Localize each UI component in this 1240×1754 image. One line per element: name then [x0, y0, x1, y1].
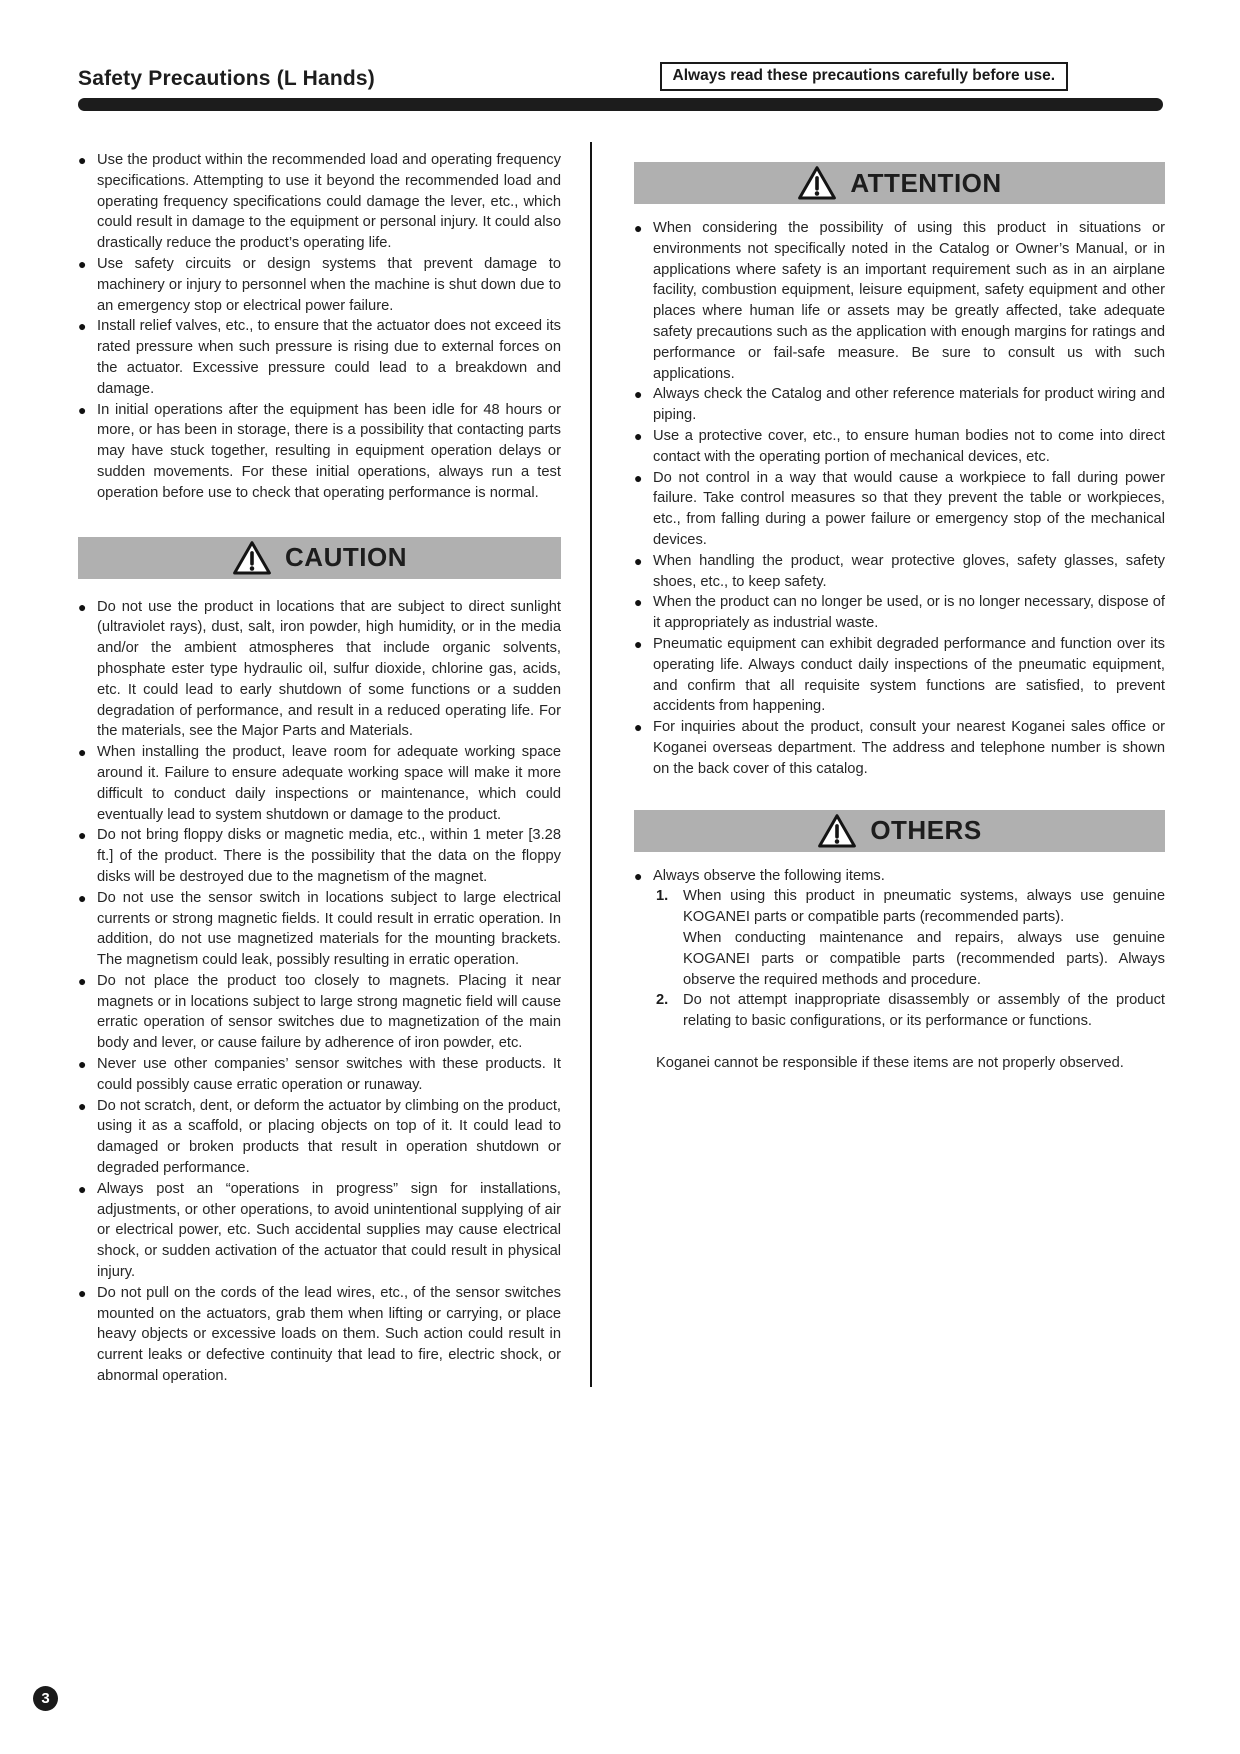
bullet-item — [634, 592, 1165, 634]
bullet-item — [634, 384, 1165, 426]
closing-note: Koganei cannot be responsible if these items are not properly observed. — [656, 1054, 1124, 1071]
bullet-text: Do not bring floppy disks or magnetic media, etc., within 1 meter [3.28 ft.] of the product. There is the possibility that the data on the floppy disks will be destroyed due to the magnetism of the magnet. — [97, 827, 561, 885]
bullet-icon: ● — [634, 594, 643, 611]
bullet-icon: ● — [78, 1097, 87, 1114]
bullet-text: Do not control in a way that would cause a workpiece to fall during power failure. Take control measures so that they prevent the table or workpieces, etc., from falling during a power failure or emergency stop of the mechanical devices. — [653, 469, 1165, 548]
bullet-item — [78, 742, 561, 825]
bullet-text: When the product can no longer be used, or is no longer necessary, dispose of it appropriately as industrial waste. — [653, 594, 1165, 632]
others-numbered-list — [634, 886, 1165, 1032]
left-column — [78, 142, 561, 1387]
caution-header — [78, 537, 561, 579]
bullet-icon: ● — [78, 318, 87, 335]
bullet-item — [78, 254, 561, 316]
bullet-text: Do not use the sensor switch in locations subject to large electrical currents or strong magnetic fields. It could result in erratic operation. In addition, do not use magnetized materials for the mounting brackets. The magnetism could leak, possibly resulting in erratic operation. — [97, 889, 561, 969]
bullet-icon: ● — [634, 427, 643, 444]
notice-box: Always read these precautions carefully before use. — [660, 62, 1068, 91]
bullet-text: Do not use the product in locations that are subject to direct sunlight (ultraviolet rays), dust, salt, iron powder, high humidity, or in the media and/or the ambient atmospheres that include organic solvents, phosphate ester type hydraulic oil, sulfur dioxide, chlorine gas, acids, etc. It could lead to early shutdown of some functions or a sudden degradation of performance, and result in a reduced operating life. For the materials, see the Major Parts and Materials. — [97, 598, 561, 740]
bullet-text: Do not place the product too closely to magnets. Placing it near magnets or in locations subject to large strong magnetic field will cause erratic operation of sensor switches due to magnetization of the main body and lever, or cause failure by adherence of iron powder, etc. — [97, 972, 561, 1052]
bullet-text: Use a protective cover, etc., to ensure human bodies not to come into direct contact with the operating portion of mechanical devices, etc. — [653, 427, 1165, 465]
bullet-icon: ● — [78, 744, 87, 761]
bullet-text: Use safety circuits or design systems that prevent damage to machinery or injury to personnel when the machine is shut down due to an emergency stop or electrical power failure. — [97, 255, 561, 314]
caution-bullet-list — [78, 597, 561, 1387]
bullet-text: Never use other companies’ sensor switches with these products. It could possibly cause erratic operation or runaway. — [97, 1056, 561, 1093]
bullet-item — [634, 551, 1165, 593]
bullet-icon: ● — [78, 972, 87, 989]
bullet-item — [78, 1096, 561, 1179]
item-paragraph: When conducting maintenance and repairs, always use genuine KOGANEI parts or compatible parts (recommended parts). Always observe the required methods and procedure. — [683, 929, 1165, 988]
bullet-item — [634, 717, 1165, 779]
numbered-item — [656, 886, 1165, 990]
bullet-item — [634, 634, 1165, 717]
bullet-icon: ● — [78, 1056, 87, 1073]
attention-header — [634, 162, 1165, 204]
others-title: OTHERS — [870, 815, 982, 846]
bullet-icon: ● — [78, 401, 87, 418]
bullet-text: Pneumatic equipment can exhibit degraded performance and function over its operating life. Always conduct daily inspections of the pneumatic equipment, and confirm that all requisite system functions are satisfied, to prevent accidents from happening. — [653, 635, 1165, 715]
bullet-item — [634, 468, 1165, 551]
bullet-item — [78, 1179, 561, 1283]
item-paragraph: Do not attempt inappropriate disassembly or assembly of the product relating to basic configurations, or its performance or functions. — [683, 992, 1165, 1030]
header-row — [78, 62, 1163, 91]
bullet-item — [78, 971, 561, 1054]
page-number: 3 — [41, 1690, 50, 1707]
bullet-text: Do not scratch, dent, or deform the actuator by climbing on the product, using it as a scaffold, or placing objects on top of it. It could lead to damaged or broken products that result in operation shutdown or degraded performance. — [97, 1097, 561, 1177]
bullet-icon: ● — [78, 827, 87, 844]
intro-bullet-list — [78, 150, 561, 504]
bullet-text: When handling the product, wear protective gloves, safety glasses, safety shoes, etc., to keep safety. — [653, 552, 1165, 590]
bullet-text: Do not pull on the cords of the lead wires, etc., of the sensor switches mounted on the actuators, grab them when lifting or carrying, or place heavy objects or excessive loads on them. Such action could result in current leaks or defective continuity that lead to fire, electric shock, or abnormal operation. — [97, 1284, 561, 1385]
item-paragraph: When using this product in pneumatic systems, always use genuine KOGANEI parts or compatible parts (recommended parts). — [683, 888, 1165, 926]
bullet-item — [78, 1054, 561, 1096]
right-column — [592, 142, 1165, 1387]
bullet-item — [78, 316, 561, 399]
numbered-item — [656, 990, 1165, 1032]
bullet-text: Always post an “operations in progress” sign for installations, adjustments, or other operations, to avoid unintentional supplying of air or electrical power, etc. Such accidental supplies may cause electrical shock, or sudden activation of the actuator that could result in physical injury. — [97, 1180, 561, 1281]
bullet-item — [78, 825, 561, 887]
bullet-icon: ● — [634, 469, 643, 486]
bullet-item — [78, 888, 561, 971]
others-lead-bullet-list — [634, 866, 1165, 887]
warning-triangle-icon — [797, 165, 837, 201]
bullet-icon: ● — [78, 255, 87, 272]
others-header — [634, 810, 1165, 852]
bullet-item — [78, 1283, 561, 1387]
bullet-icon: ● — [78, 1284, 87, 1301]
bullet-text: For inquiries about the product, consult your nearest Koganei sales office or Koganei overseas department. The address and telephone number is shown on the back cover of this catalog. — [653, 719, 1165, 777]
bullet-text: Use the product within the recommended load and operating frequency specifications. Attempting to use it beyond the recommended load and operating frequency specifications could damage the lever, etc., which could result in damage to the equipment or personal injury. It could also drastically reduce the product’s operating life. — [97, 152, 561, 252]
bullet-item — [634, 426, 1165, 468]
bullet-icon: ● — [634, 552, 643, 569]
caution-title: CAUTION — [285, 542, 407, 573]
bullet-text: Always check the Catalog and other reference materials for product wiring and piping. — [653, 386, 1165, 424]
warning-triangle-icon — [232, 540, 272, 576]
attention-bullet-list — [634, 218, 1165, 780]
bullet-icon: ● — [634, 386, 643, 403]
page-title: Safety Precautions (L Hands) — [78, 66, 375, 90]
bullet-icon: ● — [78, 889, 87, 906]
attention-title: ATTENTION — [850, 167, 1002, 198]
bullet-icon: ● — [634, 635, 643, 652]
page-header — [0, 0, 1240, 111]
bullet-item — [78, 400, 561, 504]
bullet-item — [634, 866, 1165, 887]
item-number: 2. — [656, 992, 669, 1009]
item-number: 1. — [656, 888, 669, 905]
bullet-text: In initial operations after the equipment has been idle for 48 hours or more, or has been in storage, there is a possibility that contacting parts may have stuck together, resulting in equipment operation delays or sudden movements. For these initial operations, always run a test operation before use to check that operating performance is normal. — [97, 401, 561, 501]
bullet-icon: ● — [634, 719, 643, 736]
item-body — [683, 990, 1165, 1032]
bullet-icon: ● — [78, 152, 87, 168]
bullet-item — [634, 218, 1165, 384]
header-rule — [78, 98, 1163, 111]
bullet-text: Always observe the following items. — [653, 867, 885, 884]
bullet-text: When installing the product, leave room for adequate working space around it. Failure to ensure adequate working space will make it more difficult to conduct daily inspections or maintenance, which could eventually lead to system shutdown or damage to the product. — [97, 744, 561, 823]
bullet-icon: ● — [634, 220, 643, 236]
warning-triangle-icon — [817, 813, 857, 849]
page-number-badge — [33, 1686, 58, 1711]
bullet-item — [78, 150, 561, 254]
bullet-icon: ● — [78, 598, 87, 615]
bullet-item — [78, 597, 561, 743]
bullet-text: Install relief valves, etc., to ensure that the actuator does not exceed its rated pressure when such pressure is rising due to external forces on the actuator. Excessive pressure could lead to a breakdown and damage. — [97, 318, 561, 397]
bullet-icon: ● — [78, 1180, 87, 1197]
bullet-icon: ● — [634, 867, 643, 884]
two-column-layout — [78, 142, 1165, 1387]
item-body — [683, 886, 1165, 990]
bullet-text: When considering the possibility of using this product in situations or environments not specifically noted in the Catalog or Owner’s Manual, or in applications where safety is an important requirement such as in an airplane facility, combustion equipment, leisure equipment, safety equipment and other places where human life or assets may be greatly affected, take adequate safety precautions such as the application with enough margins for ratings and performance or fail-safe measure. Be sure to consult us with such applications. — [653, 220, 1165, 382]
